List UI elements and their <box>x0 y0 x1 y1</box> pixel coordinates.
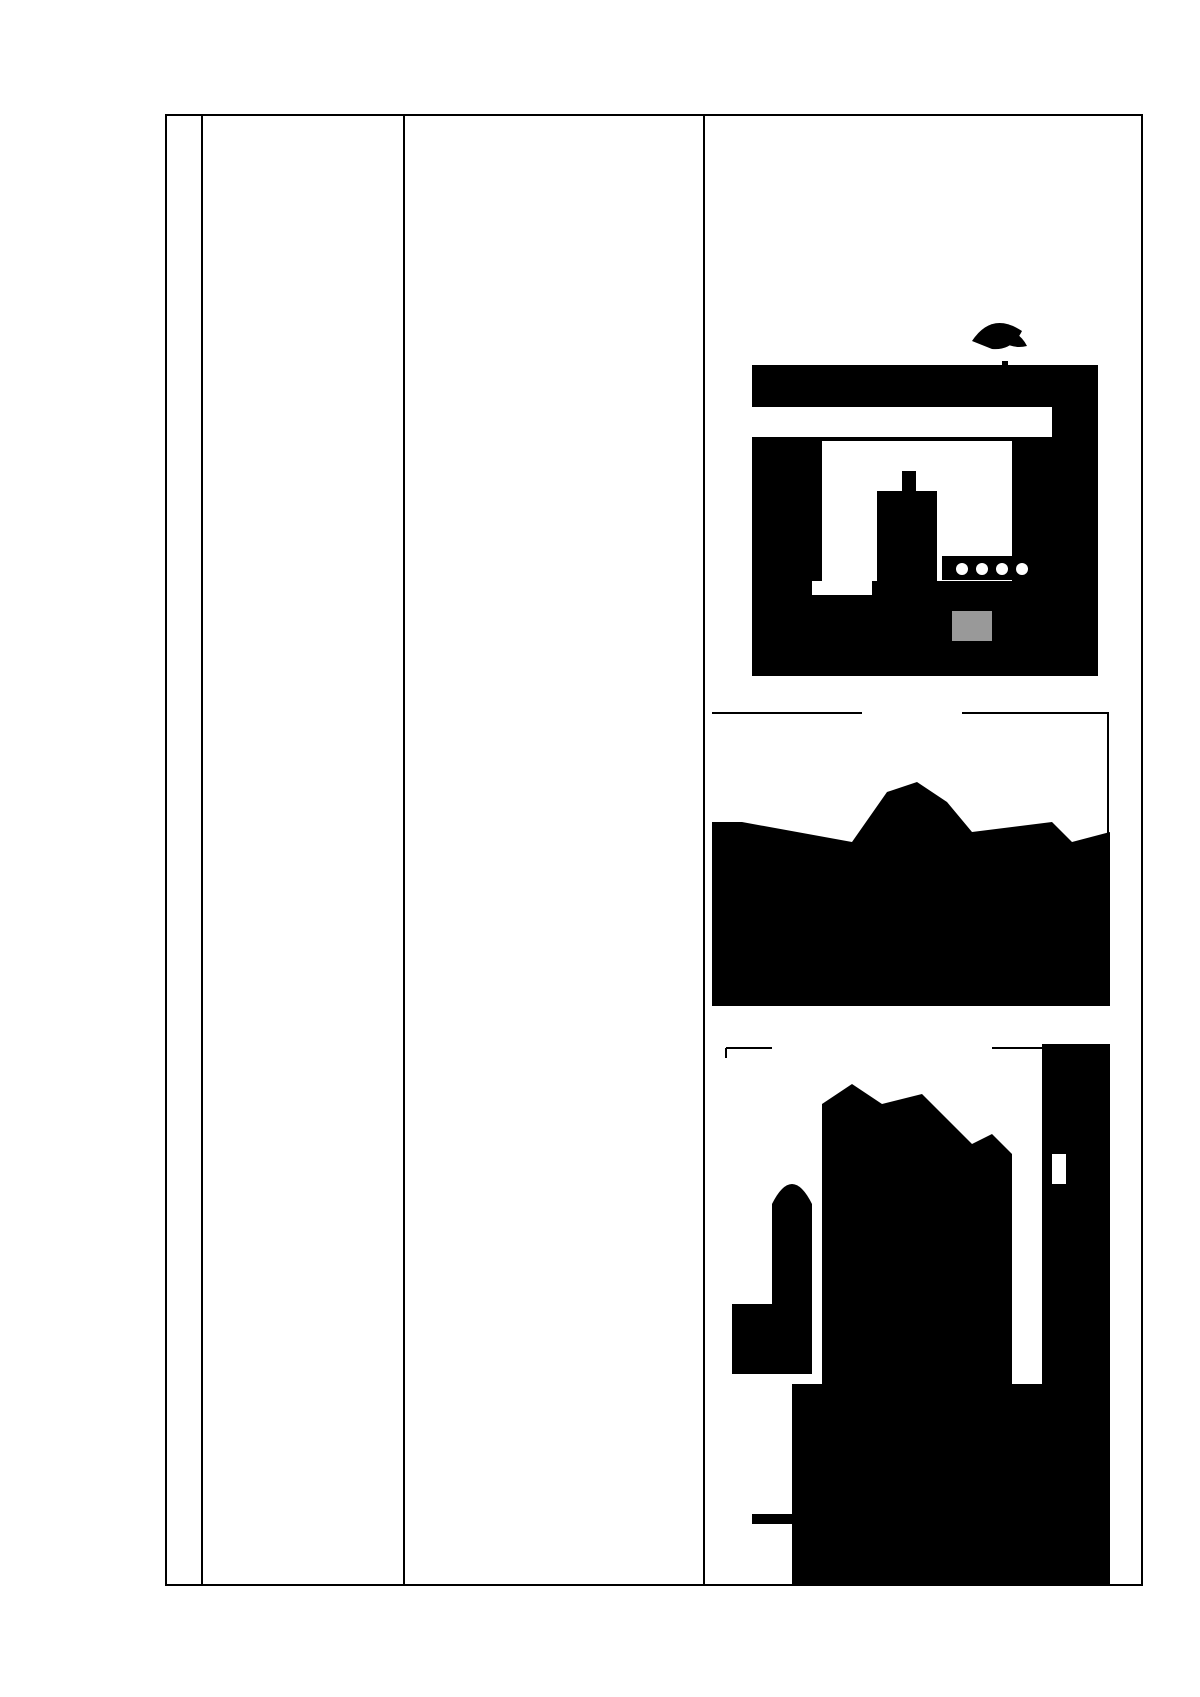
column-divider <box>403 116 405 1584</box>
stove-photo-image <box>712 1044 1110 1584</box>
stove-photo-image <box>712 712 1110 1006</box>
stove-photo-room-15-top <box>712 712 1110 1006</box>
heritage-table <box>165 114 1143 1586</box>
column-divider <box>201 116 203 1584</box>
column-divider <box>703 116 705 1584</box>
stove-photo-room-23 <box>752 321 1098 676</box>
stove-photo-image <box>752 321 1098 676</box>
stove-photo-room-15-full <box>712 1044 1110 1584</box>
